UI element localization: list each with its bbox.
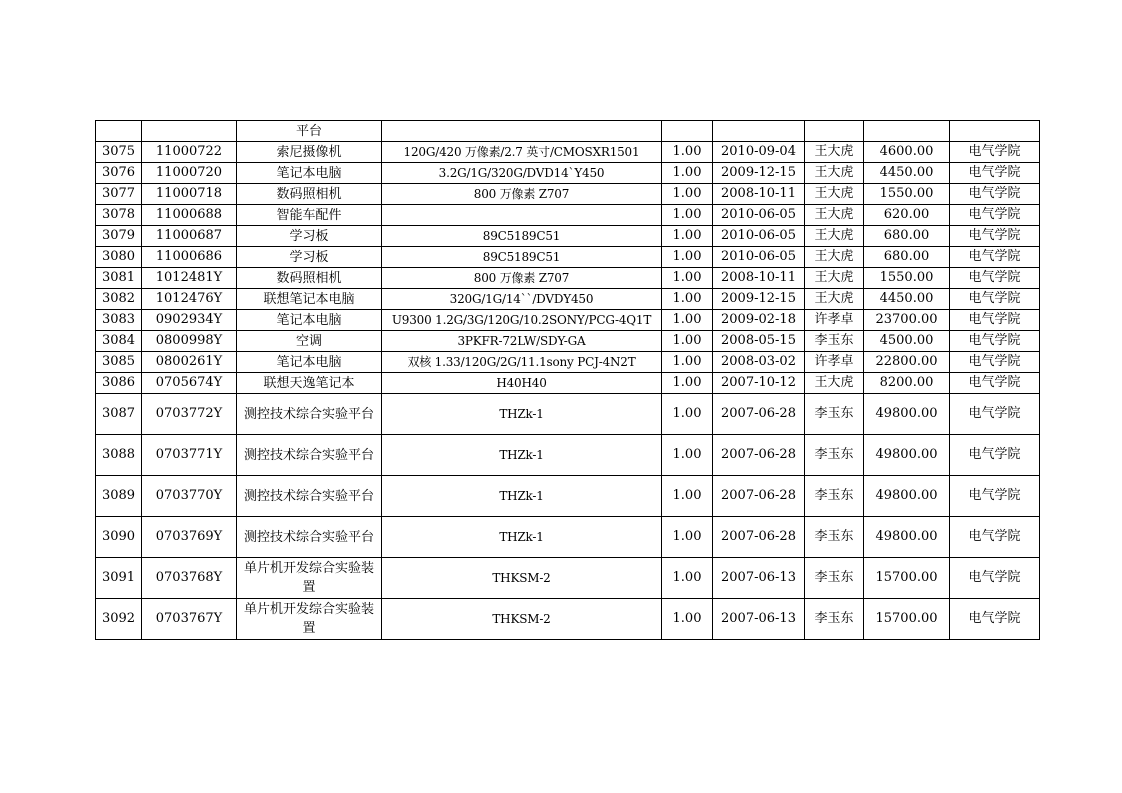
asset-code-cell: 0705674Y	[142, 373, 237, 394]
table-row	[96, 435, 1040, 476]
table-row	[96, 331, 1040, 352]
spec-cell: 3PKFR-72LW/SDY-GA	[382, 331, 662, 352]
department-cell: 电气学院	[950, 352, 1040, 373]
asset-name-cell: 单片机开发综合实验装置	[237, 599, 382, 640]
asset-name-cell: 数码照相机	[237, 268, 382, 289]
quantity-cell: 1.00	[662, 310, 713, 331]
price-cell: 4500.00	[864, 331, 950, 352]
price-cell	[864, 121, 950, 142]
date-cell: 2010-06-05	[713, 247, 805, 268]
date-cell: 2007-06-28	[713, 394, 805, 435]
custodian-cell: 王大虎	[805, 268, 864, 289]
custodian-cell: 李玉东	[805, 599, 864, 640]
spec-cell: THZk-1	[382, 476, 662, 517]
table-row	[96, 599, 1040, 640]
spec-cell: 320G/1G/14``/DVDY450	[382, 289, 662, 310]
department-cell: 电气学院	[950, 268, 1040, 289]
department-cell: 电气学院	[950, 310, 1040, 331]
index-cell: 3089	[96, 476, 142, 517]
spec-cell: 800 万像素 Z707	[382, 268, 662, 289]
price-cell: 23700.00	[864, 310, 950, 331]
index-cell: 3084	[96, 331, 142, 352]
asset-code-cell: 11000718	[142, 184, 237, 205]
custodian-cell: 王大虎	[805, 184, 864, 205]
asset-name-cell: 数码照相机	[237, 184, 382, 205]
quantity-cell: 1.00	[662, 476, 713, 517]
table-row	[96, 121, 1040, 142]
asset-name-cell: 测控技术综合实验平台	[237, 394, 382, 435]
index-cell: 3086	[96, 373, 142, 394]
date-cell: 2009-12-15	[713, 163, 805, 184]
asset-code-cell	[142, 121, 237, 142]
quantity-cell: 1.00	[662, 163, 713, 184]
department-cell: 电气学院	[950, 394, 1040, 435]
table-row	[96, 558, 1040, 599]
date-cell: 2007-06-28	[713, 435, 805, 476]
department-cell: 电气学院	[950, 517, 1040, 558]
quantity-cell: 1.00	[662, 331, 713, 352]
spec-cell: THKSM-2	[382, 558, 662, 599]
quantity-cell: 1.00	[662, 184, 713, 205]
date-cell: 2008-03-02	[713, 352, 805, 373]
table-row	[96, 373, 1040, 394]
quantity-cell: 1.00	[662, 205, 713, 226]
asset-name-cell: 笔记本电脑	[237, 163, 382, 184]
table-row	[96, 394, 1040, 435]
spec-cell: U9300 1.2G/3G/120G/10.2SONY/PCG-4Q1T	[382, 310, 662, 331]
quantity-cell: 1.00	[662, 247, 713, 268]
price-cell: 680.00	[864, 226, 950, 247]
asset-name-cell: 索尼摄像机	[237, 142, 382, 163]
date-cell: 2008-05-15	[713, 331, 805, 352]
asset-name-cell: 学习板	[237, 247, 382, 268]
price-cell: 4450.00	[864, 163, 950, 184]
custodian-cell	[805, 121, 864, 142]
spec-cell: 120G/420 万像素/2.7 英寸/CMOSXR1501	[382, 142, 662, 163]
date-cell: 2009-02-18	[713, 310, 805, 331]
department-cell: 电气学院	[950, 558, 1040, 599]
asset-code-cell: 0703768Y	[142, 558, 237, 599]
price-cell: 680.00	[864, 247, 950, 268]
table-row	[96, 268, 1040, 289]
department-cell: 电气学院	[950, 373, 1040, 394]
custodian-cell: 王大虎	[805, 205, 864, 226]
custodian-cell: 王大虎	[805, 163, 864, 184]
date-cell	[713, 121, 805, 142]
spec-cell: THKSM-2	[382, 599, 662, 640]
asset-code-cell: 0703770Y	[142, 476, 237, 517]
spec-cell: THZk-1	[382, 394, 662, 435]
price-cell: 1550.00	[864, 268, 950, 289]
spec-cell	[382, 121, 662, 142]
custodian-cell: 王大虎	[805, 247, 864, 268]
index-cell: 3090	[96, 517, 142, 558]
asset-name-cell: 测控技术综合实验平台	[237, 517, 382, 558]
index-cell: 3083	[96, 310, 142, 331]
price-cell: 49800.00	[864, 394, 950, 435]
price-cell: 8200.00	[864, 373, 950, 394]
index-cell: 3087	[96, 394, 142, 435]
quantity-cell: 1.00	[662, 394, 713, 435]
asset-name-cell: 学习板	[237, 226, 382, 247]
date-cell: 2007-06-13	[713, 558, 805, 599]
asset-code-cell: 0703769Y	[142, 517, 237, 558]
table-row	[96, 310, 1040, 331]
department-cell: 电气学院	[950, 289, 1040, 310]
asset-code-cell: 0703771Y	[142, 435, 237, 476]
asset-code-cell: 0703772Y	[142, 394, 237, 435]
index-cell: 3091	[96, 558, 142, 599]
asset-code-cell: 1012481Y	[142, 268, 237, 289]
quantity-cell: 1.00	[662, 517, 713, 558]
table-row	[96, 142, 1040, 163]
date-cell: 2010-06-05	[713, 226, 805, 247]
date-cell: 2007-06-28	[713, 517, 805, 558]
table-row	[96, 476, 1040, 517]
date-cell: 2010-09-04	[713, 142, 805, 163]
department-cell: 电气学院	[950, 247, 1040, 268]
table-row	[96, 163, 1040, 184]
asset-code-cell: 11000688	[142, 205, 237, 226]
asset-name-cell: 笔记本电脑	[237, 310, 382, 331]
quantity-cell: 1.00	[662, 373, 713, 394]
custodian-cell: 王大虎	[805, 142, 864, 163]
department-cell: 电气学院	[950, 184, 1040, 205]
spec-cell: THZk-1	[382, 517, 662, 558]
date-cell: 2008-10-11	[713, 268, 805, 289]
quantity-cell: 1.00	[662, 558, 713, 599]
custodian-cell: 王大虎	[805, 289, 864, 310]
custodian-cell: 李玉东	[805, 331, 864, 352]
quantity-cell: 1.00	[662, 226, 713, 247]
quantity-cell: 1.00	[662, 268, 713, 289]
quantity-cell: 1.00	[662, 142, 713, 163]
asset-name-cell: 测控技术综合实验平台	[237, 435, 382, 476]
custodian-cell: 王大虎	[805, 373, 864, 394]
date-cell: 2007-10-12	[713, 373, 805, 394]
spec-cell: THZk-1	[382, 435, 662, 476]
index-cell: 3078	[96, 205, 142, 226]
spec-cell: 89C5189C51	[382, 247, 662, 268]
asset-name-cell: 笔记本电脑	[237, 352, 382, 373]
custodian-cell: 许孝卓	[805, 310, 864, 331]
custodian-cell: 李玉东	[805, 558, 864, 599]
department-cell: 电气学院	[950, 476, 1040, 517]
custodian-cell: 李玉东	[805, 394, 864, 435]
asset-name-cell: 智能车配件	[237, 205, 382, 226]
price-cell: 4450.00	[864, 289, 950, 310]
table-row	[96, 184, 1040, 205]
price-cell: 49800.00	[864, 435, 950, 476]
date-cell: 2010-06-05	[713, 205, 805, 226]
index-cell: 3075	[96, 142, 142, 163]
spec-cell: 89C5189C51	[382, 226, 662, 247]
quantity-cell: 1.00	[662, 352, 713, 373]
asset-code-cell: 11000687	[142, 226, 237, 247]
asset-code-cell: 0902934Y	[142, 310, 237, 331]
price-cell: 620.00	[864, 205, 950, 226]
price-cell: 15700.00	[864, 558, 950, 599]
quantity-cell	[662, 121, 713, 142]
quantity-cell: 1.00	[662, 289, 713, 310]
table-row	[96, 226, 1040, 247]
index-cell: 3092	[96, 599, 142, 640]
asset-name-cell: 单片机开发综合实验装置	[237, 558, 382, 599]
department-cell: 电气学院	[950, 163, 1040, 184]
asset-code-cell: 1012476Y	[142, 289, 237, 310]
spec-cell: 3.2G/1G/320G/DVD14`Y450	[382, 163, 662, 184]
date-cell: 2009-12-15	[713, 289, 805, 310]
asset-code-cell: 11000720	[142, 163, 237, 184]
asset-code-cell: 0703767Y	[142, 599, 237, 640]
price-cell: 22800.00	[864, 352, 950, 373]
index-cell: 3081	[96, 268, 142, 289]
index-cell: 3077	[96, 184, 142, 205]
quantity-cell: 1.00	[662, 599, 713, 640]
quantity-cell: 1.00	[662, 435, 713, 476]
price-cell: 1550.00	[864, 184, 950, 205]
index-cell: 3079	[96, 226, 142, 247]
date-cell: 2007-06-28	[713, 476, 805, 517]
spec-cell: 双核 1.33/120G/2G/11.1sony PCJ-4N2T	[382, 352, 662, 373]
custodian-cell: 李玉东	[805, 517, 864, 558]
table-body	[96, 121, 1040, 640]
table-row	[96, 352, 1040, 373]
department-cell: 电气学院	[950, 205, 1040, 226]
asset-table	[95, 120, 1040, 640]
table-row	[96, 205, 1040, 226]
spec-cell: H40H40	[382, 373, 662, 394]
table-row	[96, 289, 1040, 310]
department-cell: 电气学院	[950, 142, 1040, 163]
custodian-cell: 王大虎	[805, 226, 864, 247]
department-cell: 电气学院	[950, 435, 1040, 476]
asset-code-cell: 0800998Y	[142, 331, 237, 352]
asset-name-cell: 测控技术综合实验平台	[237, 476, 382, 517]
custodian-cell: 许孝卓	[805, 352, 864, 373]
index-cell: 3088	[96, 435, 142, 476]
department-cell: 电气学院	[950, 226, 1040, 247]
asset-name-cell: 平台	[237, 121, 382, 142]
price-cell: 15700.00	[864, 599, 950, 640]
price-cell: 4600.00	[864, 142, 950, 163]
asset-name-cell: 联想笔记本电脑	[237, 289, 382, 310]
price-cell: 49800.00	[864, 517, 950, 558]
index-cell: 3080	[96, 247, 142, 268]
asset-code-cell: 11000686	[142, 247, 237, 268]
custodian-cell: 李玉东	[805, 476, 864, 517]
date-cell: 2008-10-11	[713, 184, 805, 205]
index-cell: 3076	[96, 163, 142, 184]
department-cell: 电气学院	[950, 331, 1040, 352]
department-cell: 电气学院	[950, 599, 1040, 640]
department-cell	[950, 121, 1040, 142]
asset-code-cell: 0800261Y	[142, 352, 237, 373]
asset-code-cell: 11000722	[142, 142, 237, 163]
table-row	[96, 517, 1040, 558]
index-cell: 3085	[96, 352, 142, 373]
table-row	[96, 247, 1040, 268]
index-cell: 3082	[96, 289, 142, 310]
asset-name-cell: 空调	[237, 331, 382, 352]
custodian-cell: 李玉东	[805, 435, 864, 476]
date-cell: 2007-06-13	[713, 599, 805, 640]
price-cell: 49800.00	[864, 476, 950, 517]
index-cell	[96, 121, 142, 142]
spec-cell: 800 万像素 Z707	[382, 184, 662, 205]
asset-name-cell: 联想天逸笔记本	[237, 373, 382, 394]
spec-cell	[382, 205, 662, 226]
